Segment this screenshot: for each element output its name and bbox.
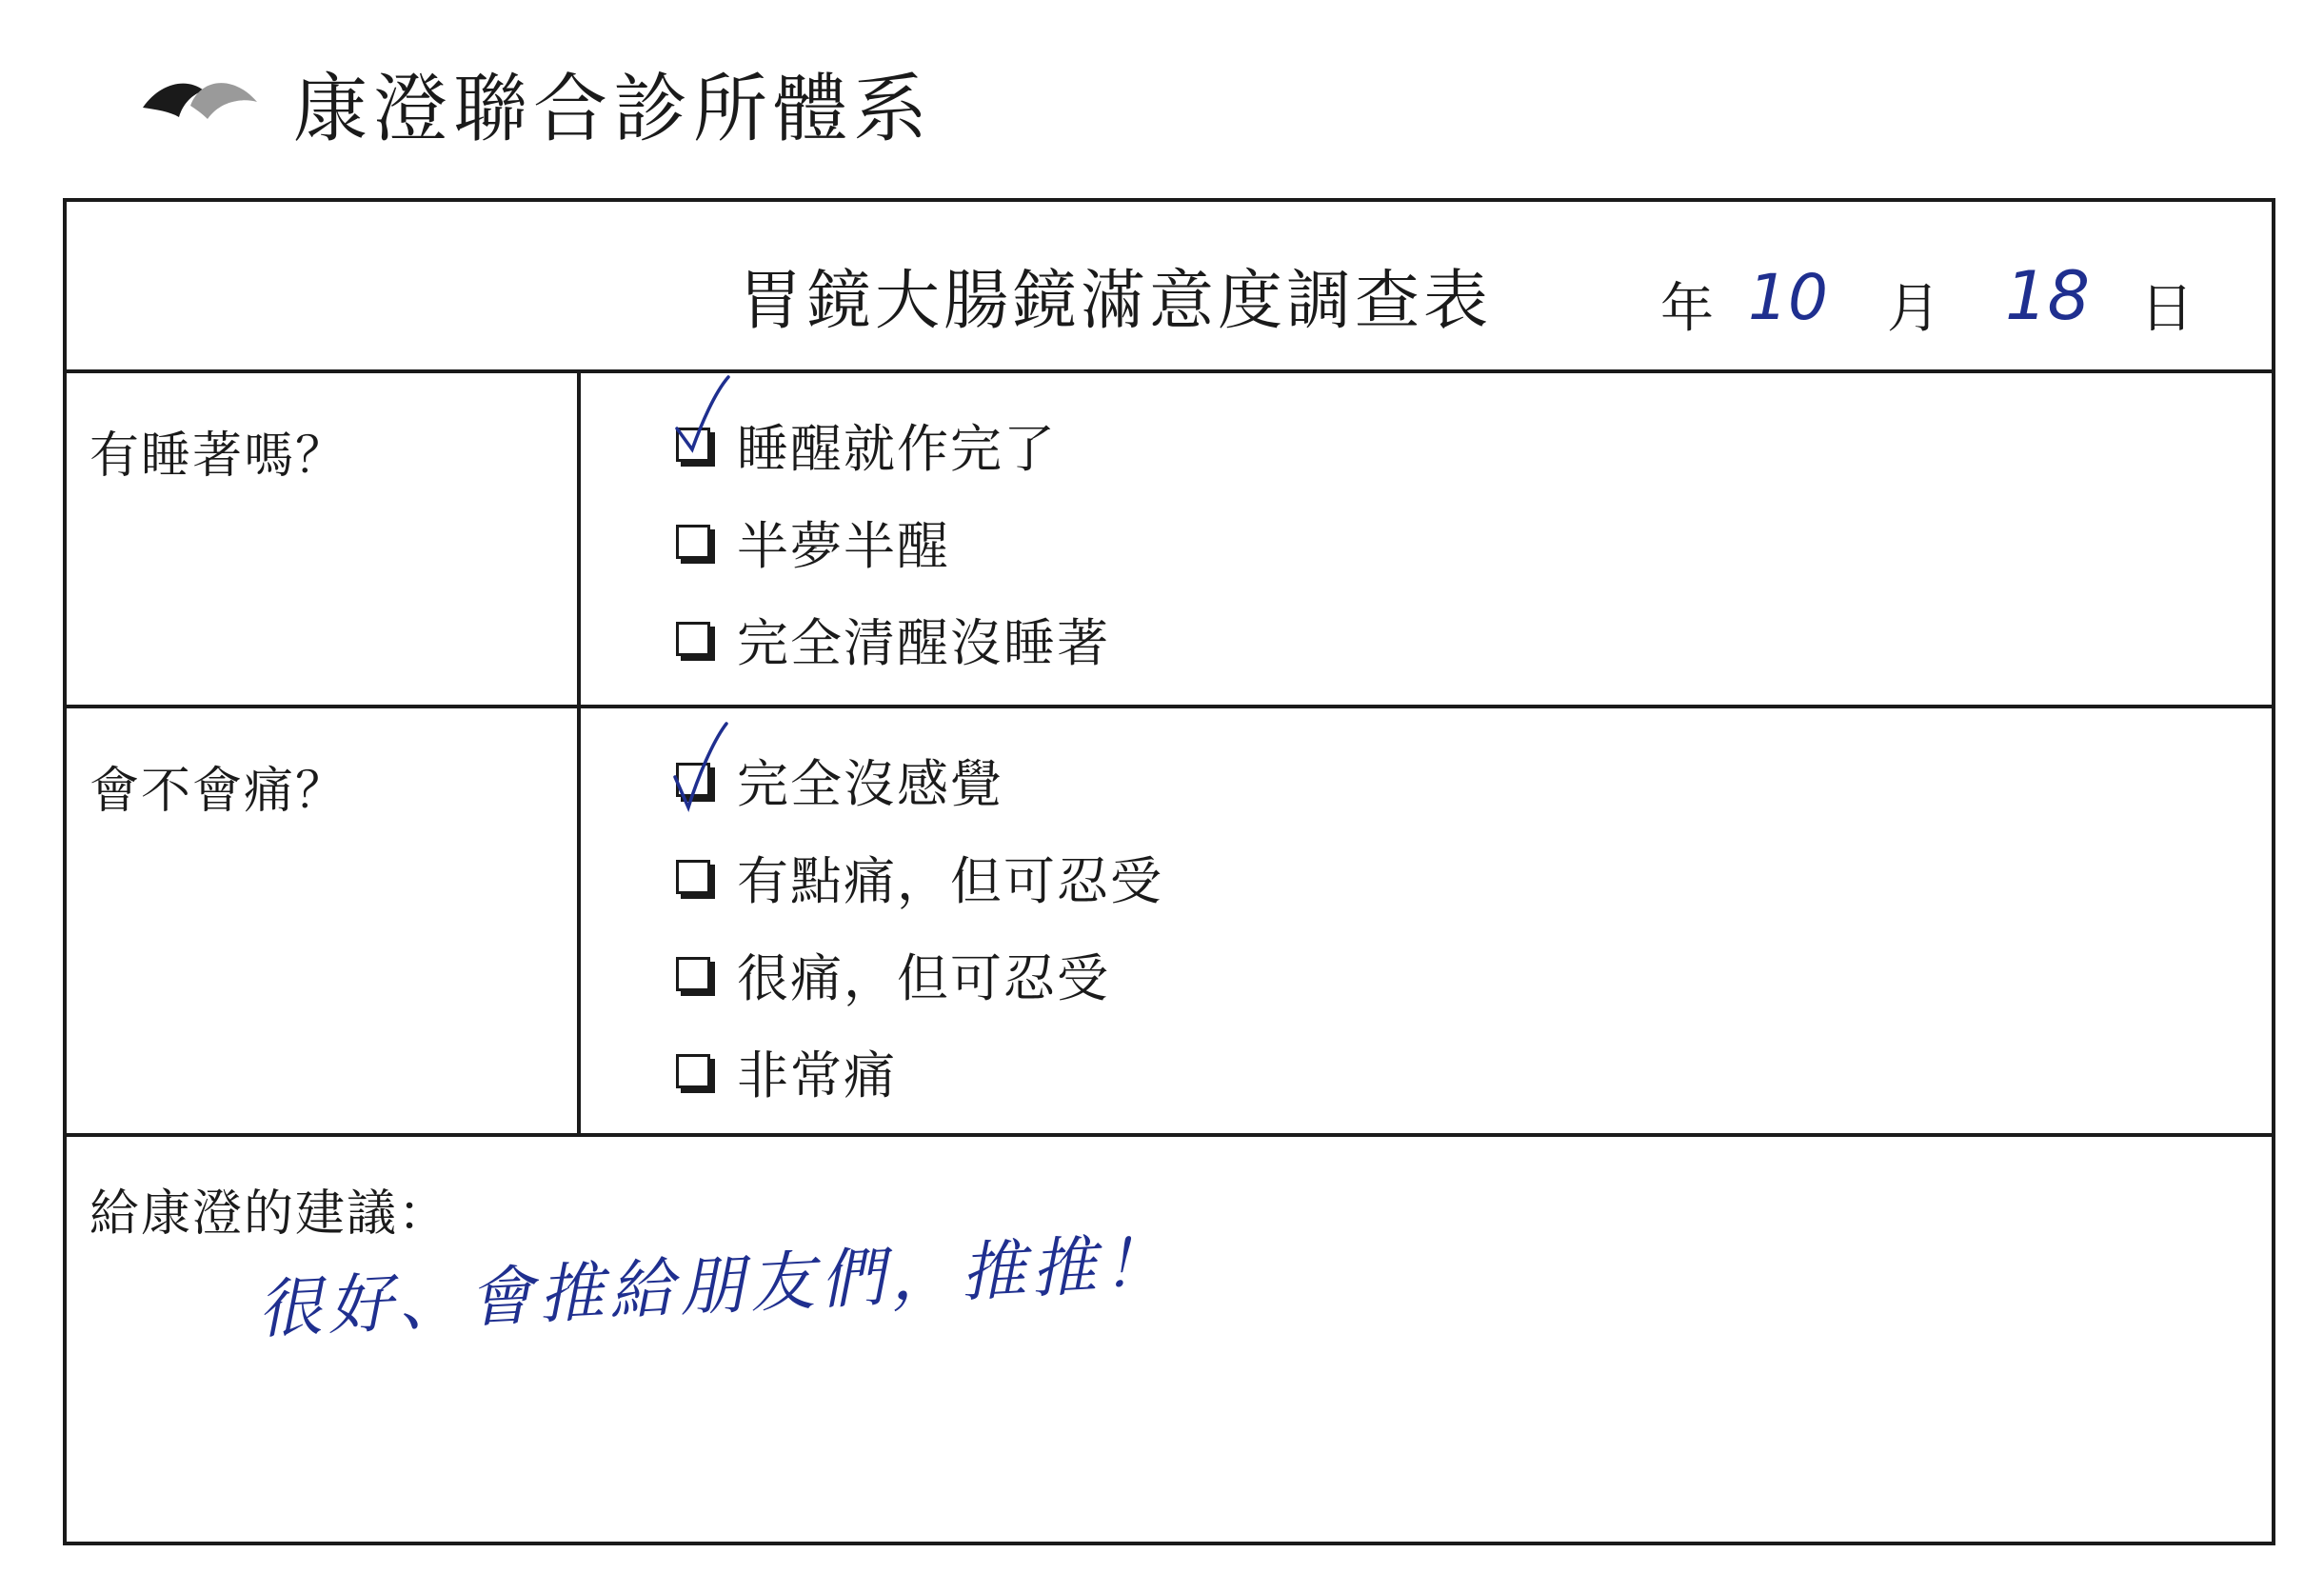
checkbox-checked[interactable] — [676, 428, 710, 462]
checkbox[interactable] — [676, 622, 710, 656]
option-sleep-1[interactable] — [676, 411, 1057, 478]
option-label: 很痛，但可忍受 — [737, 947, 1110, 1008]
org-name: 康澄聯合診所體系 — [293, 67, 934, 152]
divider — [67, 369, 2272, 373]
divider — [67, 1133, 2272, 1137]
form-title: 胃鏡大腸鏡滿意度調查表 — [738, 264, 1493, 339]
day-label: 日 — [2140, 278, 2194, 340]
title-row — [67, 202, 2272, 373]
column-divider — [577, 371, 581, 1135]
suggestion-label: 給康澄的建議： — [89, 1185, 450, 1243]
option-label: 睡醒就作完了 — [737, 418, 1057, 479]
handwritten-comment: 很好、會推給朋友們，推推！ — [255, 1225, 1175, 1348]
option-label: 半夢半醒 — [737, 515, 950, 576]
question-pain-label: 會不會痛？ — [89, 763, 348, 820]
month-value: 10 — [1748, 261, 1828, 334]
checkbox[interactable] — [676, 1054, 710, 1088]
checkbox[interactable] — [676, 957, 710, 991]
bird-wing-logo-icon — [141, 70, 259, 136]
year-label: 年 — [1660, 278, 1714, 340]
header — [141, 55, 933, 150]
option-pain-3[interactable] — [676, 941, 1110, 1007]
question-sleep-label: 有睡著嗎？ — [89, 428, 348, 485]
checkmark-icon — [671, 720, 738, 825]
checkmark-icon — [671, 375, 738, 480]
checkbox[interactable] — [676, 860, 710, 894]
day-value: 18 — [2005, 257, 2091, 335]
checkbox[interactable] — [676, 525, 710, 559]
option-sleep-2[interactable] — [676, 508, 950, 575]
checkbox-checked[interactable] — [676, 763, 710, 797]
option-sleep-3[interactable] — [676, 606, 1110, 672]
option-label: 有點痛，但可忍受 — [737, 850, 1163, 911]
option-label: 非常痛 — [737, 1045, 897, 1105]
option-label: 完全清醒沒睡著 — [737, 612, 1110, 673]
option-pain-2[interactable] — [676, 844, 1163, 910]
survey-form — [63, 198, 2275, 1545]
divider — [67, 705, 2272, 708]
option-label: 完全沒感覺 — [737, 753, 1003, 814]
month-label: 月 — [1887, 278, 1940, 340]
option-pain-4[interactable] — [676, 1038, 897, 1105]
option-pain-1[interactable] — [676, 747, 1003, 813]
